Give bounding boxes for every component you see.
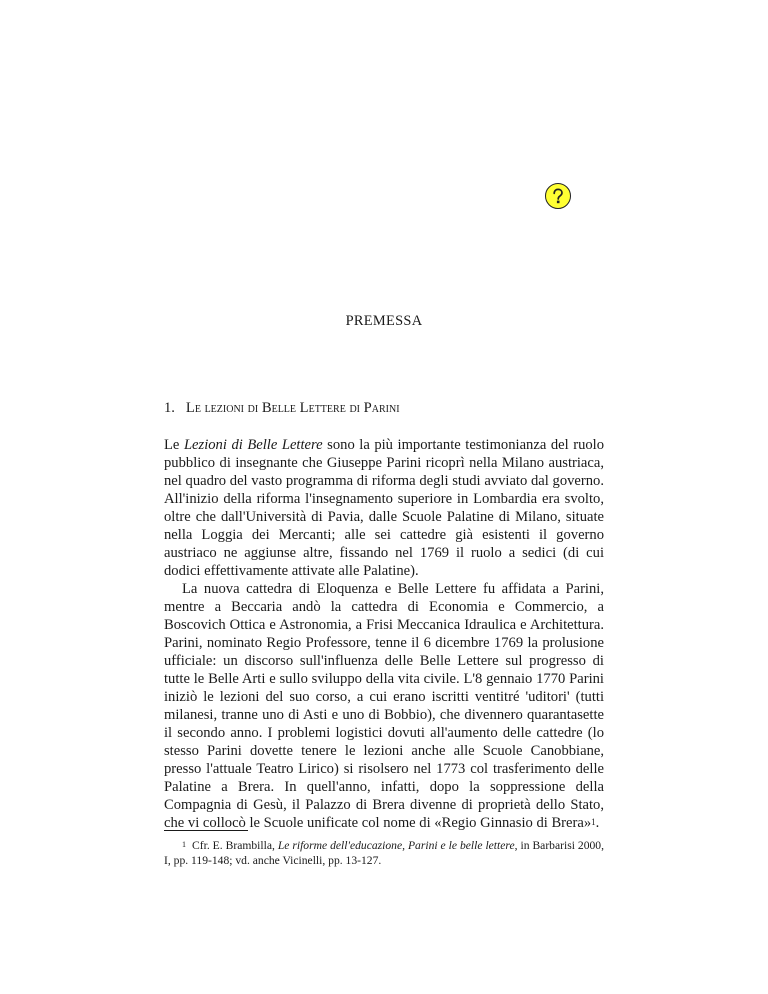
help-icon[interactable]: [545, 183, 571, 209]
work-title: Lezioni di Belle Lettere: [183, 437, 323, 453]
footnote-divider: [164, 830, 248, 831]
footnote-ref[interactable]: 1: [591, 817, 596, 827]
paragraph-2: La nuova cattedra di Eloquenza e Belle Lettere fu affidata a Parini, mentre a Beccaria andò la cattedra di Economia e Commercio, a Boscovich Ottica e Astronomia, a Frisi Meccanica Idraulica e Architettura. Parini, nominato Regio Professore, tenne il 6 dicembre 1769 la prolusione ufficiale: un discorso sull'influenza delle Belle Lettere sul progresso di tutte le Belle Arti e sullo sviluppo della vita civile. L'8 gennaio 1770 Parini iniziò le lezioni del suo corso, a cui erano iscritti ventitré 'uditori' (tutti milanesi, tranne uno di Asti e uno di Bobbio), che divennero quarantasette il secondo anno. I problemi logistici dovuti all'aumento delle cattedre (lo stesso Parini dovette tenere le lezioni anche alle Scuole Canobbiane, presso l'attuale Teatro Lirico) si risolsero nel 1773 col trasferimento delle Palatine a Brera. In quell'anno, infatti, dopo la soppressione della Compagnia di Gesù, il Palazzo di Brera divenne di proprietà dello Stato, che vi collocò le Scuole unificate col nome di «Regio Ginnasio di Brera»$^1$.: [164, 581, 604, 831]
question-mark-glyph: [547, 185, 569, 207]
body-text: [164, 436, 604, 832]
footnote-number: 1: [182, 840, 186, 849]
page-title: PREMESSA: [345, 313, 423, 329]
section-heading: [164, 400, 400, 417]
section-title: Le lezioni di Belle Lettere di Parini: [185, 400, 400, 416]
footnote-work-title: Le riforme dell'educazione, Parini e le belle lettere: [277, 839, 515, 852]
footnote: $^1$ Cfr. E. Brambilla, Le riforme dell'educazione, Parini e le belle lettere, in Barbarisi 2000, I, pp. 119-148; vd. anche Vicinelli, pp. 13-127.: [164, 839, 604, 867]
section-number: 1.: [164, 400, 175, 416]
paragraph-1: Le Lezioni di Belle Lettere sono la più importante testimonianza del ruolo pubblico di insegnante che Giuseppe Parini ricoprì nella Milano austriaca, nel quadro del vasto programma di riforma degli studi avviato dal governo. All'inizio della riforma l'insegnamento superiore in Lombardia era svolto, oltre che dall'Università di Pavia, dalle Scuole Palatine di Milano, situate nella Loggia dei Mercanti; alle sei cattedre già esistenti il governo austriaco ne aggiunse altre, fissando nel 1769 il ruolo a sedici (di cui dodici effettivamente attivate alle Palatine).: [164, 437, 605, 579]
